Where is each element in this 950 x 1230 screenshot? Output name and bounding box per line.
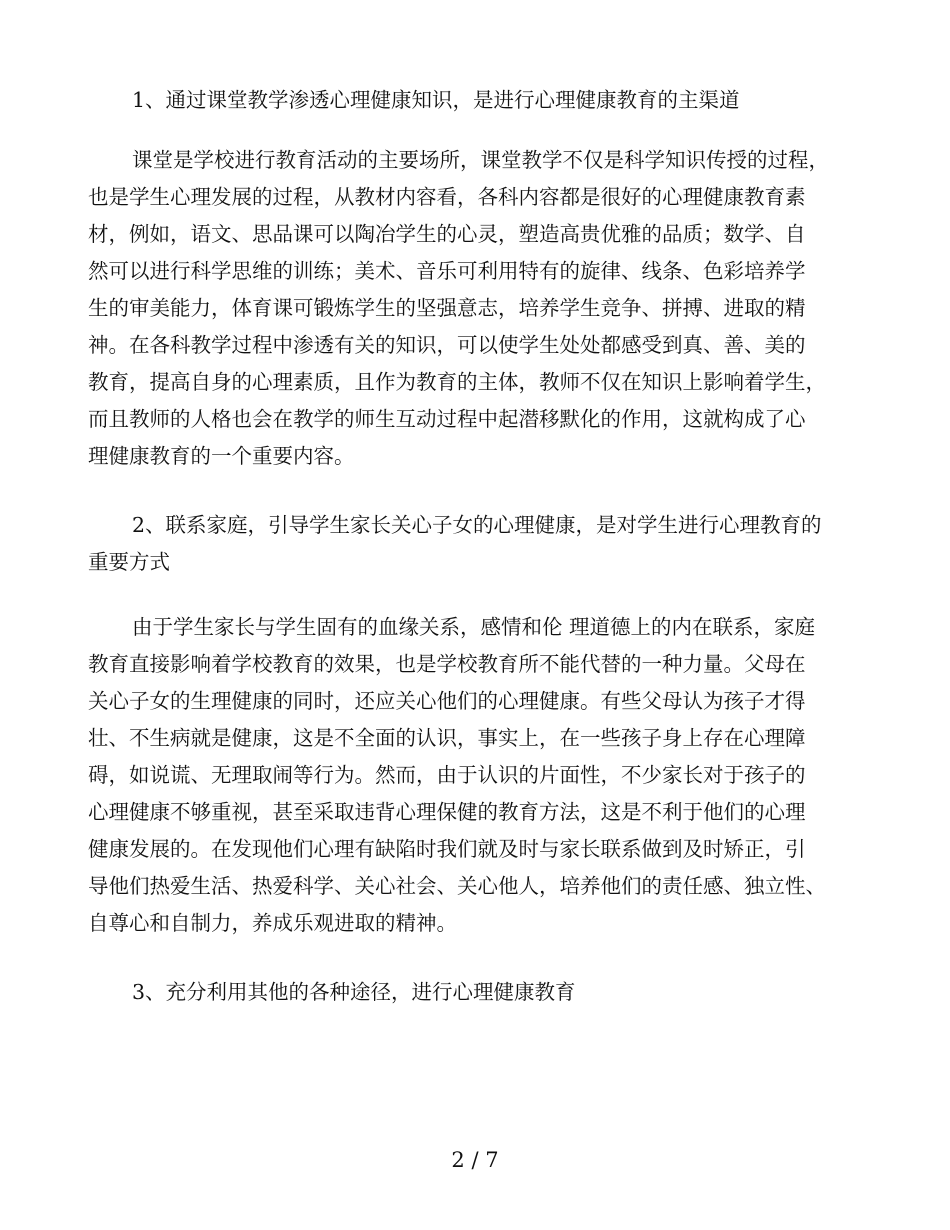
section-1-paragraph-line: 理健康教育的一个重要内容。: [88, 444, 355, 468]
section-1-paragraph-line: 材，例如，语文、思品课可以陶冶学生的心灵，塑造高贵优雅的品质；数学、自: [88, 222, 806, 246]
section-1-paragraph-line: 而且教师的人格也会在教学的师生互动过程中起潜移默化的作用，这就构成了心: [88, 407, 806, 431]
section-2-paragraph-line: 心理健康不够重视，甚至采取违背心理保健的教育方法，这是不利于他们的心理: [88, 800, 806, 824]
section-1-paragraph-line: 然可以进行科学思维的训练；美术、音乐可利用特有的旋律、线条、色彩培养学: [88, 259, 806, 283]
section-1-heading: 1、通过课堂教学渗透心理健康知识，是进行心理健康教育的主渠道: [132, 88, 740, 112]
section-1-paragraph-line: 教育，提高自身的心理素质，且作为教育的主体，教师不仅在知识上影响着学生，: [88, 370, 826, 394]
section-2-heading: 2、联系家庭，引导学生家长关心子女的心理健康，是对学生进行心理教育的: [132, 513, 822, 537]
page-number: 2 / 7: [451, 1148, 499, 1172]
section-2-paragraph-line: 教育直接影响着学校教育的效果，也是学校教育所不能代替的一种力量。父母在: [88, 652, 806, 676]
section-2-paragraph-line: 壮、不生病就是健康，这是不全面的认识，事实上，在一些孩子身上存在心理障: [88, 726, 806, 750]
section-2-paragraph-line: 健康发展的。在发现他们心理有缺陷时我们就及时与家长联系做到及时矫正，引: [88, 837, 806, 861]
section-2-paragraph-line: 自尊心和自制力，养成乐观进取的精神。: [88, 911, 457, 935]
section-1-paragraph-line: 神。在各科教学过程中渗透有关的知识，可以使学生处处都感受到真、善、美的: [88, 333, 806, 357]
section-2-paragraph-line: 由于学生家长与学生固有的血缘关系，感情和伦 理道德上的内在联系，家庭: [132, 615, 816, 639]
section-1-paragraph-line: 课堂是学校进行教育活动的主要场所，课堂教学不仅是科学知识传授的过程，: [132, 148, 829, 172]
section-1-paragraph-line: 也是学生心理发展的过程，从教材内容看，各科内容都是很好的心理健康教育素: [88, 185, 806, 209]
section-2-paragraph-line: 碍，如说谎、无理取闹等行为。然而，由于认识的片面性，不少家长对于孩子的: [88, 763, 806, 787]
section-2-paragraph-line: 导他们热爱生活、热爱科学、关心社会、关心他人，培养他们的责任感、独立性、: [88, 874, 826, 898]
section-2-heading-continued: 重要方式: [88, 550, 170, 574]
section-2-paragraph-line: 关心子女的生理健康的同时，还应关心他们的心理健康。有些父母认为孩子才得: [88, 689, 806, 713]
section-1-paragraph-line: 生的审美能力，体育课可锻炼学生的坚强意志，培养学生竞争、拼搏、进取的精: [88, 296, 806, 320]
section-3-heading: 3、充分利用其他的各种途径，进行心理健康教育: [132, 980, 576, 1004]
